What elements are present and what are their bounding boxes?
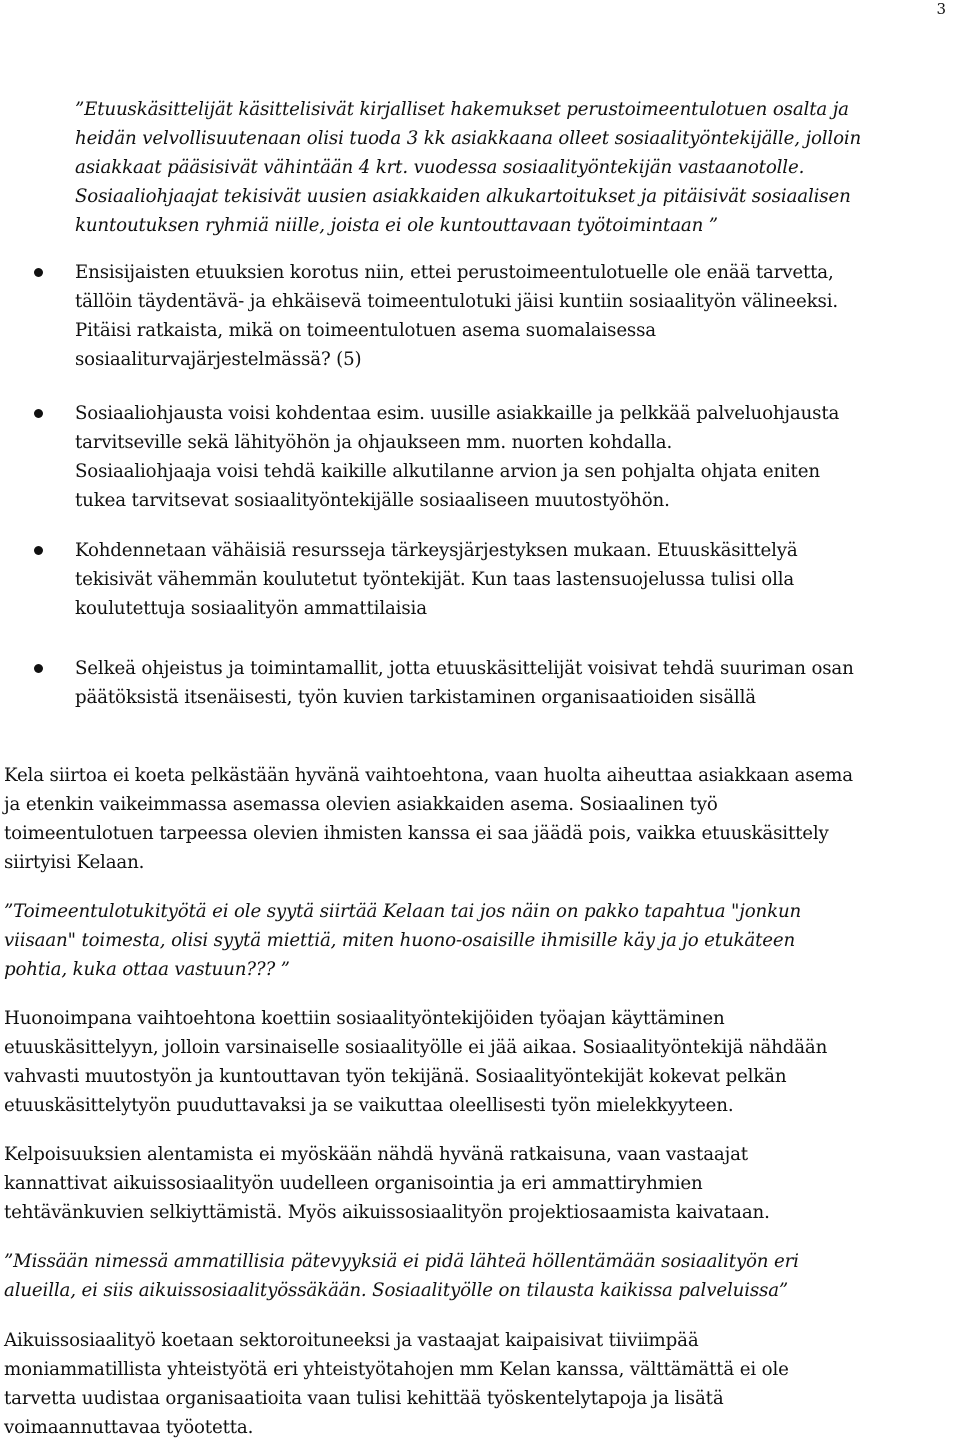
- text-line: sosiaaliturvajärjestelmässä? (5): [75, 349, 362, 370]
- text-line: Kela siirtoa ei koeta pelkästään hyvänä vaihtoehtona, vaan huolta aiheuttaa asiakkaan asema: [4, 765, 853, 786]
- text-line: moniammatillista yhteistyötä eri yhteistyötahojen mm Kelan kanssa, välttämättä ei ole: [4, 1359, 789, 1380]
- text-line: toimeentulotuen tarpeessa olevien ihmisten kanssa ei saa jäädä pois, vaikka etuuskäsittely: [4, 823, 829, 844]
- bullet-dot-icon: [34, 664, 43, 673]
- bullet-dot-icon: [34, 268, 43, 277]
- text-line: ”Toimeentulotukityötä ei ole syytä siirtää Kelaan tai jos näin on pakko tapahtua "jonkun: [4, 901, 802, 922]
- text-line: ”Missään nimessä ammatillisia pätevyyksiä ei pidä lähteä höllentämään sosiaalityön eri: [4, 1251, 799, 1272]
- text-line: pohtia, kuka ottaa vastuun??? ”: [4, 959, 290, 980]
- text-line: tarvetta uudistaa organisaatioita vaan tulisi kehittää työskentelytapoja ja lisätä: [4, 1388, 724, 1409]
- text-line: Sosiaaliohjaajat tekisivät uusien asiakkaiden alkukartoitukset ja pitäisivät sosiaalisen: [75, 186, 851, 207]
- text-line: siirtyisi Kelaan.: [4, 852, 145, 873]
- bullet-item-ensisijaisten: [75, 258, 955, 374]
- page-number: 3: [936, 0, 946, 18]
- text-line: tukea tarvitsevat sosiaalityöntekijälle sosiaaliseen muutostyöhön.: [75, 490, 670, 511]
- text-line: tällöin täydentävä- ja ehkäisevä toimeentulotuki jäisi kuntiin sosiaalityön välineeksi.: [75, 291, 838, 312]
- quote-etuuskasittelijat: [75, 95, 955, 240]
- text-line: Huonoimpana vaihtoehtona koettiin sosiaalityöntekijöiden työajan käyttäminen: [4, 1008, 725, 1029]
- bullet-item-selkea-ohjeistus: [75, 654, 955, 712]
- text-line: kuntoutuksen ryhmiä niille, joista ei ole kuntouttavaan työtoimintaan ”: [75, 215, 718, 236]
- text-line: tekisivät vähemmän koulutetut työntekijät. Kun taas lastensuojelussa tulisi olla: [75, 569, 795, 590]
- text-line: etuuskäsittelytyön puuduttavaksi ja se vaikuttaa oleellisesti työn mielekkyyteen.: [4, 1095, 734, 1116]
- text-line: alueilla, ei siis aikuissosiaalityössäkään. Sosiaalityölle on tilausta kaikissa palveluissa”: [4, 1280, 789, 1301]
- paragraph-kela-siirtoa: [4, 761, 956, 877]
- text-line: Aikuissosiaalityö koetaan sektoroituneeksi ja vastaajat kaipaisivat tiiviimpää: [4, 1330, 699, 1351]
- text-line: Sosiaaliohjausta voisi kohdentaa esim. uusille asiakkaille ja pelkkää palveluohjausta: [75, 403, 840, 424]
- text-line: kannattivat aikuissosiaalityön uudelleen organisointia ja eri ammattiryhmien: [4, 1173, 703, 1194]
- paragraph-kelpoisuuksien: [4, 1140, 956, 1227]
- text-line: viisaan" toimesta, olisi syytä miettiä, miten huono-osaisille ihmisille käy ja jo etukäteen: [4, 930, 796, 951]
- text-line: ja etenkin vaikeimmassa asemassa olevien asiakkaiden asema. Sosiaalinen työ: [4, 794, 718, 815]
- text-line: heidän velvollisuutenaan olisi tuoda 3 kk asiakkaana olleet sosiaalityöntekijälle, jolloin: [75, 128, 862, 149]
- text-line: Ensisijaisten etuuksien korotus niin, ettei perustoimeentulotuelle ole enää tarvetta,: [75, 262, 834, 283]
- text-line: ”Etuuskäsittelijät käsittelisivät kirjalliset hakemukset perustoimeentulotuen osalta ja: [75, 99, 849, 120]
- bullet-item-kohdennetaan: [75, 536, 955, 623]
- bullet-dot-icon: [34, 409, 43, 418]
- text-line: päätöksistä itsenäisesti, työn kuvien tarkistaminen organisaatioiden sisällä: [75, 687, 756, 708]
- paragraph-aikuissosiaalityo: [4, 1326, 956, 1442]
- text-line: Pitäisi ratkaista, mikä on toimeentulotuen asema suomalaisessa: [75, 320, 656, 341]
- text-line: Sosiaaliohjaaja voisi tehdä kaikille alkutilanne arvion ja sen pohjalta ohjata eniten: [75, 461, 820, 482]
- text-line: etuuskäsittelyyn, jolloin varsinaiselle sosiaalityölle ei jää aikaa. Sosiaalityöntekijä nähdään: [4, 1037, 828, 1058]
- text-line: koulutettuja sosiaalityön ammattilaisia: [75, 598, 427, 619]
- text-line: Kelpoisuuksien alentamista ei myöskään nähdä hyvänä ratkaisuna, vaan vastaajat: [4, 1144, 748, 1165]
- text-line: tarvitseville sekä lähityöhön ja ohjaukseen mm. nuorten kohdalla.: [75, 432, 673, 453]
- text-line: Selkeä ohjeistus ja toimintamallit, jotta etuuskäsittelijät voisivat tehdä suuriman osan: [75, 658, 854, 679]
- text-line: voimaannuttavaa työotetta.: [4, 1417, 254, 1438]
- text-line: vahvasti muutostyön ja kuntouttavan työn tekijänä. Sosiaalityöntekijät kokevat pelkän: [4, 1066, 787, 1087]
- paragraph-huonoimpana: [4, 1004, 956, 1120]
- bullet-dot-icon: [34, 546, 43, 555]
- text-line: Kohdennetaan vähäisiä resursseja tärkeysjärjestyksen mukaan. Etuuskäsittelyä: [75, 540, 798, 561]
- quote-missaan-nimessa: [4, 1247, 956, 1305]
- text-line: tehtävänkuvien selkiyttämistä. Myös aikuissosiaalityön projektiosaamista kaivataan.: [4, 1202, 770, 1223]
- bullet-item-sosiaaliohjausta: [75, 399, 955, 515]
- quote-toimeentulotukityota: [4, 897, 956, 984]
- text-line: asiakkaat pääsisivät vähintään 4 krt. vuodessa sosiaalityöntekijän vastaanotolle.: [75, 157, 805, 178]
